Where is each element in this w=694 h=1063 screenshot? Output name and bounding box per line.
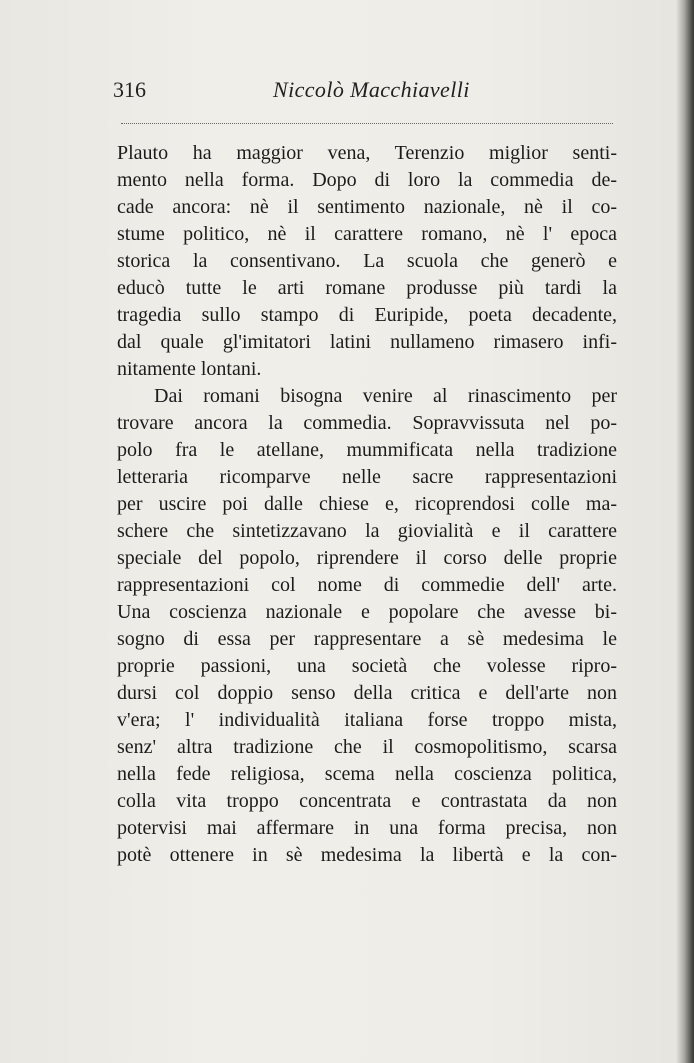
text-line: rappresentazioni col nome di commedie dell' arte. [117,574,617,596]
text-line: stume politico, nè il carattere romano, nè l' epoca [117,223,617,245]
text-line: mento nella forma. Dopo di loro la commedia de- [117,169,617,191]
text-line: storica la consentivano. La scuola che generò e [117,250,617,272]
text-line: tragedia sullo stampo di Euripide, poeta decadente, [117,304,617,326]
text-line: potè ottenere in sè medesima la libertà e la con- [117,844,617,866]
running-head [113,75,618,105]
text-line: Una coscienza nazionale e popolare che avesse bi- [117,601,617,623]
text-line: letteraria ricomparve nelle sacre rappresentazioni [117,466,617,488]
text-line: sogno di essa per rappresentare a sè medesima le [117,628,617,650]
text-line: nitamente lontani. [117,358,262,380]
page-gutter-shadow [676,0,694,1063]
text-line: v'era; l' individualità italiana forse troppo mista, [117,709,617,731]
running-title: Niccolò Macchiavelli [273,77,470,102]
text-line: nella fede religiosa, scema nella coscienza politica, [117,763,617,785]
text-line: senz' altra tradizione che il cosmopolitismo, scarsa [117,736,617,758]
page-number: 316 [113,77,146,102]
text-line: polo fra le atellane, mummificata nella tradizione [117,439,617,461]
text-line: educò tutte le arti romane produsse più tardi la [117,277,617,299]
text-line: Dai romani bisogna venire al rinascimento per [154,385,617,407]
text-line: colla vita troppo concentrata e contrastata da non [117,790,617,812]
text-line: trovare ancora la commedia. Sopravvissuta nel po- [117,412,617,434]
header-rule [121,123,613,124]
text-line: speciale del popolo, riprendere il corso delle proprie [117,547,617,569]
text-line: proprie passioni, una società che volesse ripro- [117,655,617,677]
text-line: schere che sintetizzavano la giovialità e il carattere [117,520,617,542]
text-line: per uscire poi dalle chiese e, ricoprendosi colle ma- [117,493,617,515]
text-line: cade ancora: nè il sentimento nazionale, nè il co- [117,196,617,218]
text-line: Plauto ha maggior vena, Terenzio miglior senti- [117,142,617,164]
text-line: potervisi mai affermare in una forma precisa, non [117,817,617,839]
text-line: dursi col doppio senso della critica e dell'arte non [117,682,617,704]
paragraph-2 [117,383,617,869]
text-line: dal quale gl'imitatori latini nullameno rimasero infi- [117,331,617,353]
paragraph-1 [117,140,617,383]
body-text [117,140,617,869]
